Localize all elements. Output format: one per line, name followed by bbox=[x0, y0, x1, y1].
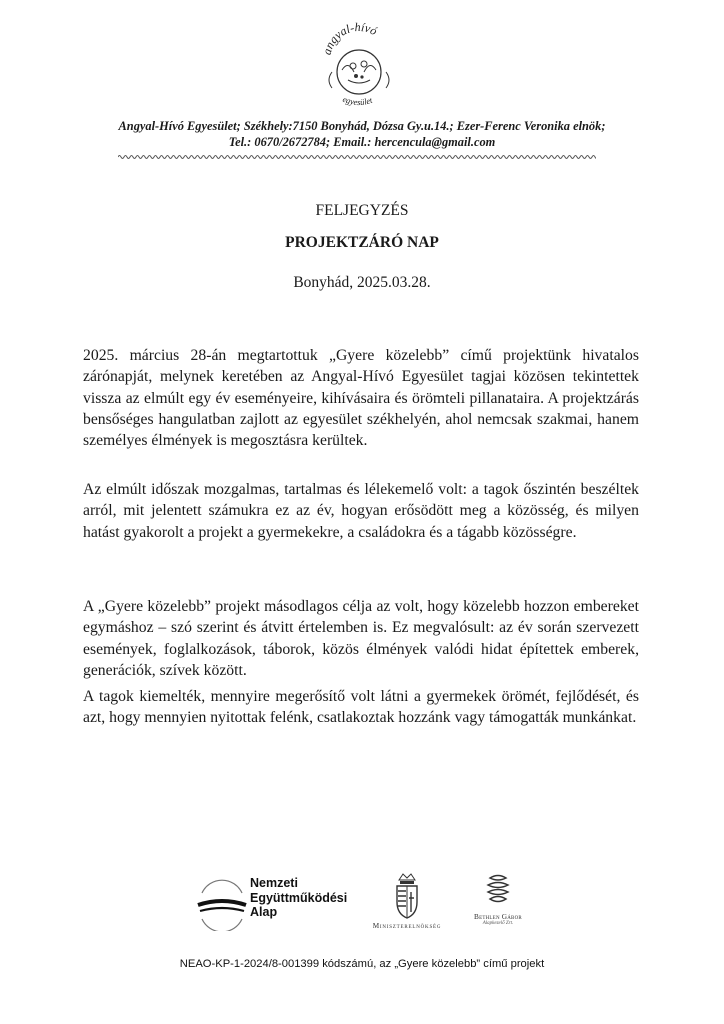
nea-logo bbox=[196, 875, 248, 936]
svg-text:angyal-hívó bbox=[320, 20, 380, 56]
logo-top-text: angyal-hívó bbox=[319, 20, 380, 57]
svg-text:egyesület bbox=[341, 94, 374, 107]
nea-name-line2: Együttműködési bbox=[250, 890, 348, 905]
footer-project-note: NEAO-KP-1-2024/8-001399 kódszámú, az „Gyere közelebb” című projekt bbox=[179, 958, 545, 970]
header-contact-line: Tel.: 0670/2672784; Email.: hercencula@gmail.com bbox=[228, 135, 496, 149]
document-title: PROJEKTZÁRÓ NAP bbox=[285, 234, 439, 251]
nea-name-line1: Nemzeti bbox=[250, 876, 298, 890]
nea-name bbox=[250, 876, 347, 920]
header-organization-line: Angyal-Hívó Egyesület; Székhely:7150 Bonyhád, Dózsa Gy.u.14.; Ezer-Ferenc Veronika elnök; bbox=[118, 119, 606, 133]
ministry-logo bbox=[391, 872, 423, 925]
ministry-label: Miniszterelnökség bbox=[372, 922, 442, 930]
body-paragraph: A tagok kiemelték, mennyire megerősítő volt látni a gyermekek örömét, fejlődését, és azt, hogy mennyien nyitottak felénk, csatlakoztak hozzánk vagy támogatták munkánkat. bbox=[83, 688, 639, 727]
document-place-date: Bonyhád, 2025.03.28. bbox=[293, 274, 431, 291]
logo-bottom-text: egyesület bbox=[341, 93, 374, 108]
angyal-hivo-logo bbox=[318, 20, 400, 116]
document-type: FELJEGYZÉS bbox=[315, 202, 409, 219]
nea-swoosh-icon bbox=[196, 875, 248, 931]
angel-emblem-icon bbox=[318, 20, 400, 116]
body-paragraph: 2025. március 28-án megtartottuk „Gyere közelebb” című projektünk hivatalos zárónapját, melynek keretében az Angyal-Hívó Egyesület tagjai közösen tekintettek vissza az elmúlt egy év eseményeire, kihívásaira és örömteli pillanataira. A projektzárás bensőséges hangulatban zajlott az egyesület székhelyén, ahol nemcsak szakmai, hanem személyes élmények is megosztásra kerültek. bbox=[83, 347, 639, 450]
header-divider bbox=[118, 153, 596, 161]
bethlen-gabor-label: Bethlen Gábor bbox=[474, 912, 522, 921]
bethlen-gabor-logo bbox=[481, 874, 515, 915]
hungarian-coat-of-arms-icon bbox=[391, 872, 423, 920]
body-paragraph: A „Gyere közelebb” projekt másodlagos célja az volt, hogy közelebb hozzon embereket egymáshoz – szó szerint és átvitt értelemben is. Ez megvalósult: az év során szervezett események, foglalkozások, táborok, közös élmények valódi hidat építettek emberek, generációk, szívek között. bbox=[83, 598, 639, 679]
nea-name-line3: Alap bbox=[250, 905, 278, 919]
body-paragraph: Az elmúlt időszak mozgalmas, tartalmas és lélekemelő volt: a tagok őszintén beszéltek arról, mit jelentett számukra ez az év, hogyan erősödött meg a közösség, és milyen hatást gyakorolt a projekt a gyermekekre, a családokra és a tágabb közösségre. bbox=[83, 481, 639, 541]
bethlen-gabor-sublabel: Alapkezelő Zrt. bbox=[482, 921, 514, 926]
bethlen-gabor-emblem-icon bbox=[481, 874, 515, 910]
